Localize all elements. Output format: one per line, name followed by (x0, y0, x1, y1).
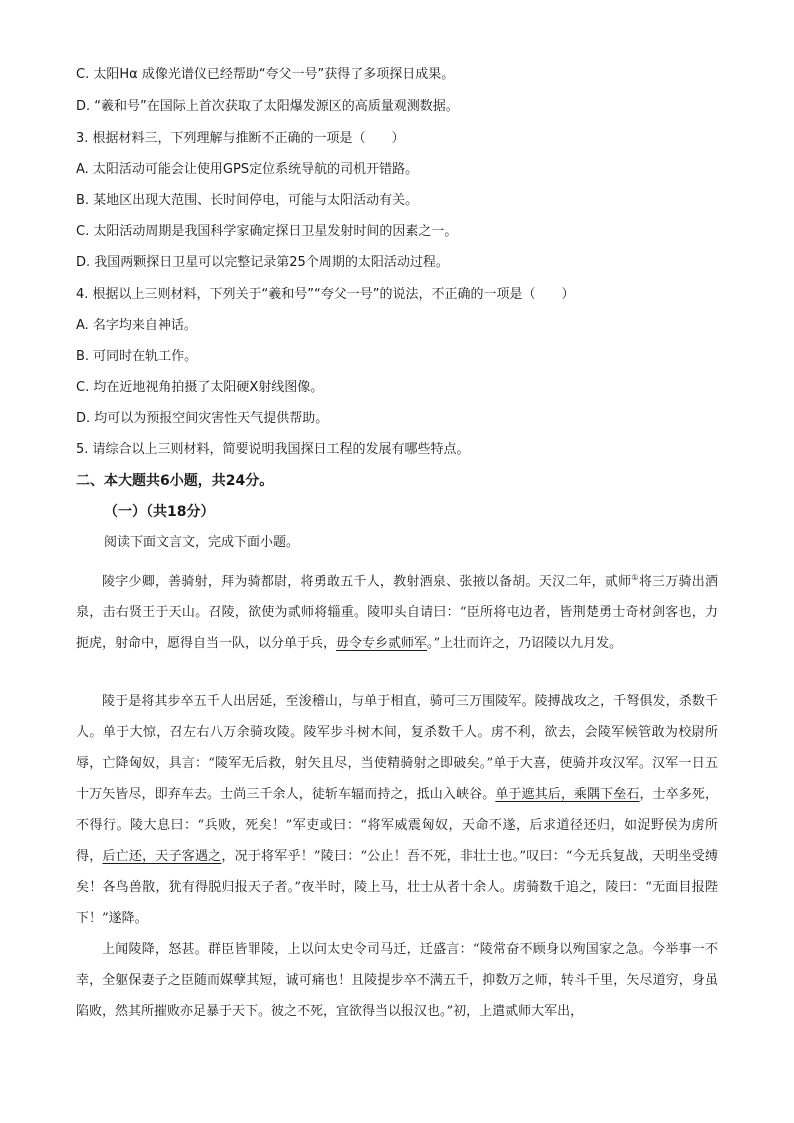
passage-text: 陵字少卿，善骑射，拜为骑都尉，将勇敢五千人，教射酒泉、张掖以备胡。天汉二年，贰师 (102, 574, 632, 590)
underlined-sentence: 后亡还，天子客遇之 (102, 849, 222, 864)
q4-option-b: B. 可同时在轨工作。 (76, 349, 198, 364)
passage-paragraph-3: 上闻陵降，怒甚。群臣皆罪陵，上以问太史令司马迁，迁盛言：“陵常奋不顾身以殉国家之急。今举事一不幸，全躯保妻子之臣随而媒孽其短，诚可痛也！且陵提步卒不满五千，抑数万之师，转斗千里，矢尽道穷，身虽陷败，然其所摧败亦足暴于天下。彼之不死，宜欲得当以报汉也。”初，上遣贰师大军出， (76, 942, 718, 1019)
section-subtitle: （一）（共18分） (104, 504, 215, 520)
section-title: 二、本大题共6小题，共24分。 (76, 473, 274, 489)
q3-option-c: C. 太阳活动周期是我国科学家确定探日卫星发射时间的因素之一。 (76, 224, 458, 239)
passage-text: 陵于是将其步卒五千人出居延，至浚稽山，与单于相直，骑可三万围陵军。陵搏战攻之，千弩俱发，杀数千人。单于大惊，召左右八万余骑攻陵。陵军步斗树木间，复杀数千人。虏不利，欲去，会陵军候管敢为校尉所辱，亡降匈奴，具言：“陵军无后救，射矢且尽，当使精骑射之即破矣。”单于大喜，使骑并攻汉军。汉军一日五十万矢皆尽，即弃车去。士尚三千余人，徒斩车辐而持之，抵山入峡谷。 (76, 694, 718, 802)
passage-paragraph-1 (76, 562, 718, 659)
section-instruction: 阅读下面文言文，完成下面小题。 (104, 535, 300, 550)
q5-stem: 5. 请综合以上三则材料，简要说明我国探日工程的发展有哪些特点。 (76, 442, 470, 457)
q4-option-a: A. 名字均来自神话。 (76, 318, 197, 333)
underlined-sentence: 单于遮其后，乘隅下垒石 (495, 787, 640, 802)
passage-text: ，士卒多死，不得行。陵大息曰：“兵败，死矣！”军吏或曰：“将军威震匈奴，天命不遂，后求道径还归，如浞野侯为虏所得， (76, 787, 718, 864)
q3-option-a: A. 太阳活动可能会让使用GPS定位系统导航的司机开错路。 (76, 162, 419, 177)
underlined-sentence: 毋令专乡贰师军 (336, 636, 428, 652)
passage-text: 。”上壮而许之，乃诏陵以九月发。 (427, 636, 623, 652)
q4-stem: 4. 根据以上三则材料，下列关于“羲和号”“夸父一号”的说法，不正确的一项是（ ） (76, 287, 575, 302)
q2-option-c: C. 太阳Hα 成像光谱仪已经帮助“夸父一号”获得了多项探日成果。 (76, 67, 455, 82)
q3-option-b: B. 某地区出现大范围、长时间停电，可能与太阳活动有关。 (76, 193, 419, 208)
q3-stem: 3. 根据材料三，下列理解与推断不正确的一项是（ ） (76, 131, 405, 146)
q3-option-d: D. 我国两颗探日卫星可以完整记录第25个周期的太阳活动过程。 (76, 255, 449, 270)
q2-option-d: D. “羲和号”在国际上首次获取了太阳爆发源区的高质量观测数据。 (76, 99, 459, 114)
passage-text: ，况于将军乎！”陵曰：“公止！吾不死，非壮士也。”叹曰：“今无兵复战，天明坐受缚矣！各鸟兽散，犹有得脱归报天子者。”夜半时，陵上马，壮士从者十余人。虏骑数千追之，陵曰：“无面目报陛下！”遂降。 (76, 849, 718, 926)
passage-text: 将三万骑出酒泉，击右贤王于天山。召陵，欲使为贰师将辎重。陵叩头自请曰：“臣所将屯边者，皆荆楚勇士奇材剑客也，力扼虎，射命中，愿得自当一队，以分单于兵， (76, 574, 718, 652)
q4-option-c: C. 均在近地视角拍摄了太阳硬X射线图像。 (76, 380, 324, 395)
footnote-marker: ① (631, 573, 639, 582)
passage-paragraph-2 (76, 686, 718, 934)
q4-option-d: D. 均可以为预报空间灾害性天气提供帮助。 (76, 411, 329, 426)
